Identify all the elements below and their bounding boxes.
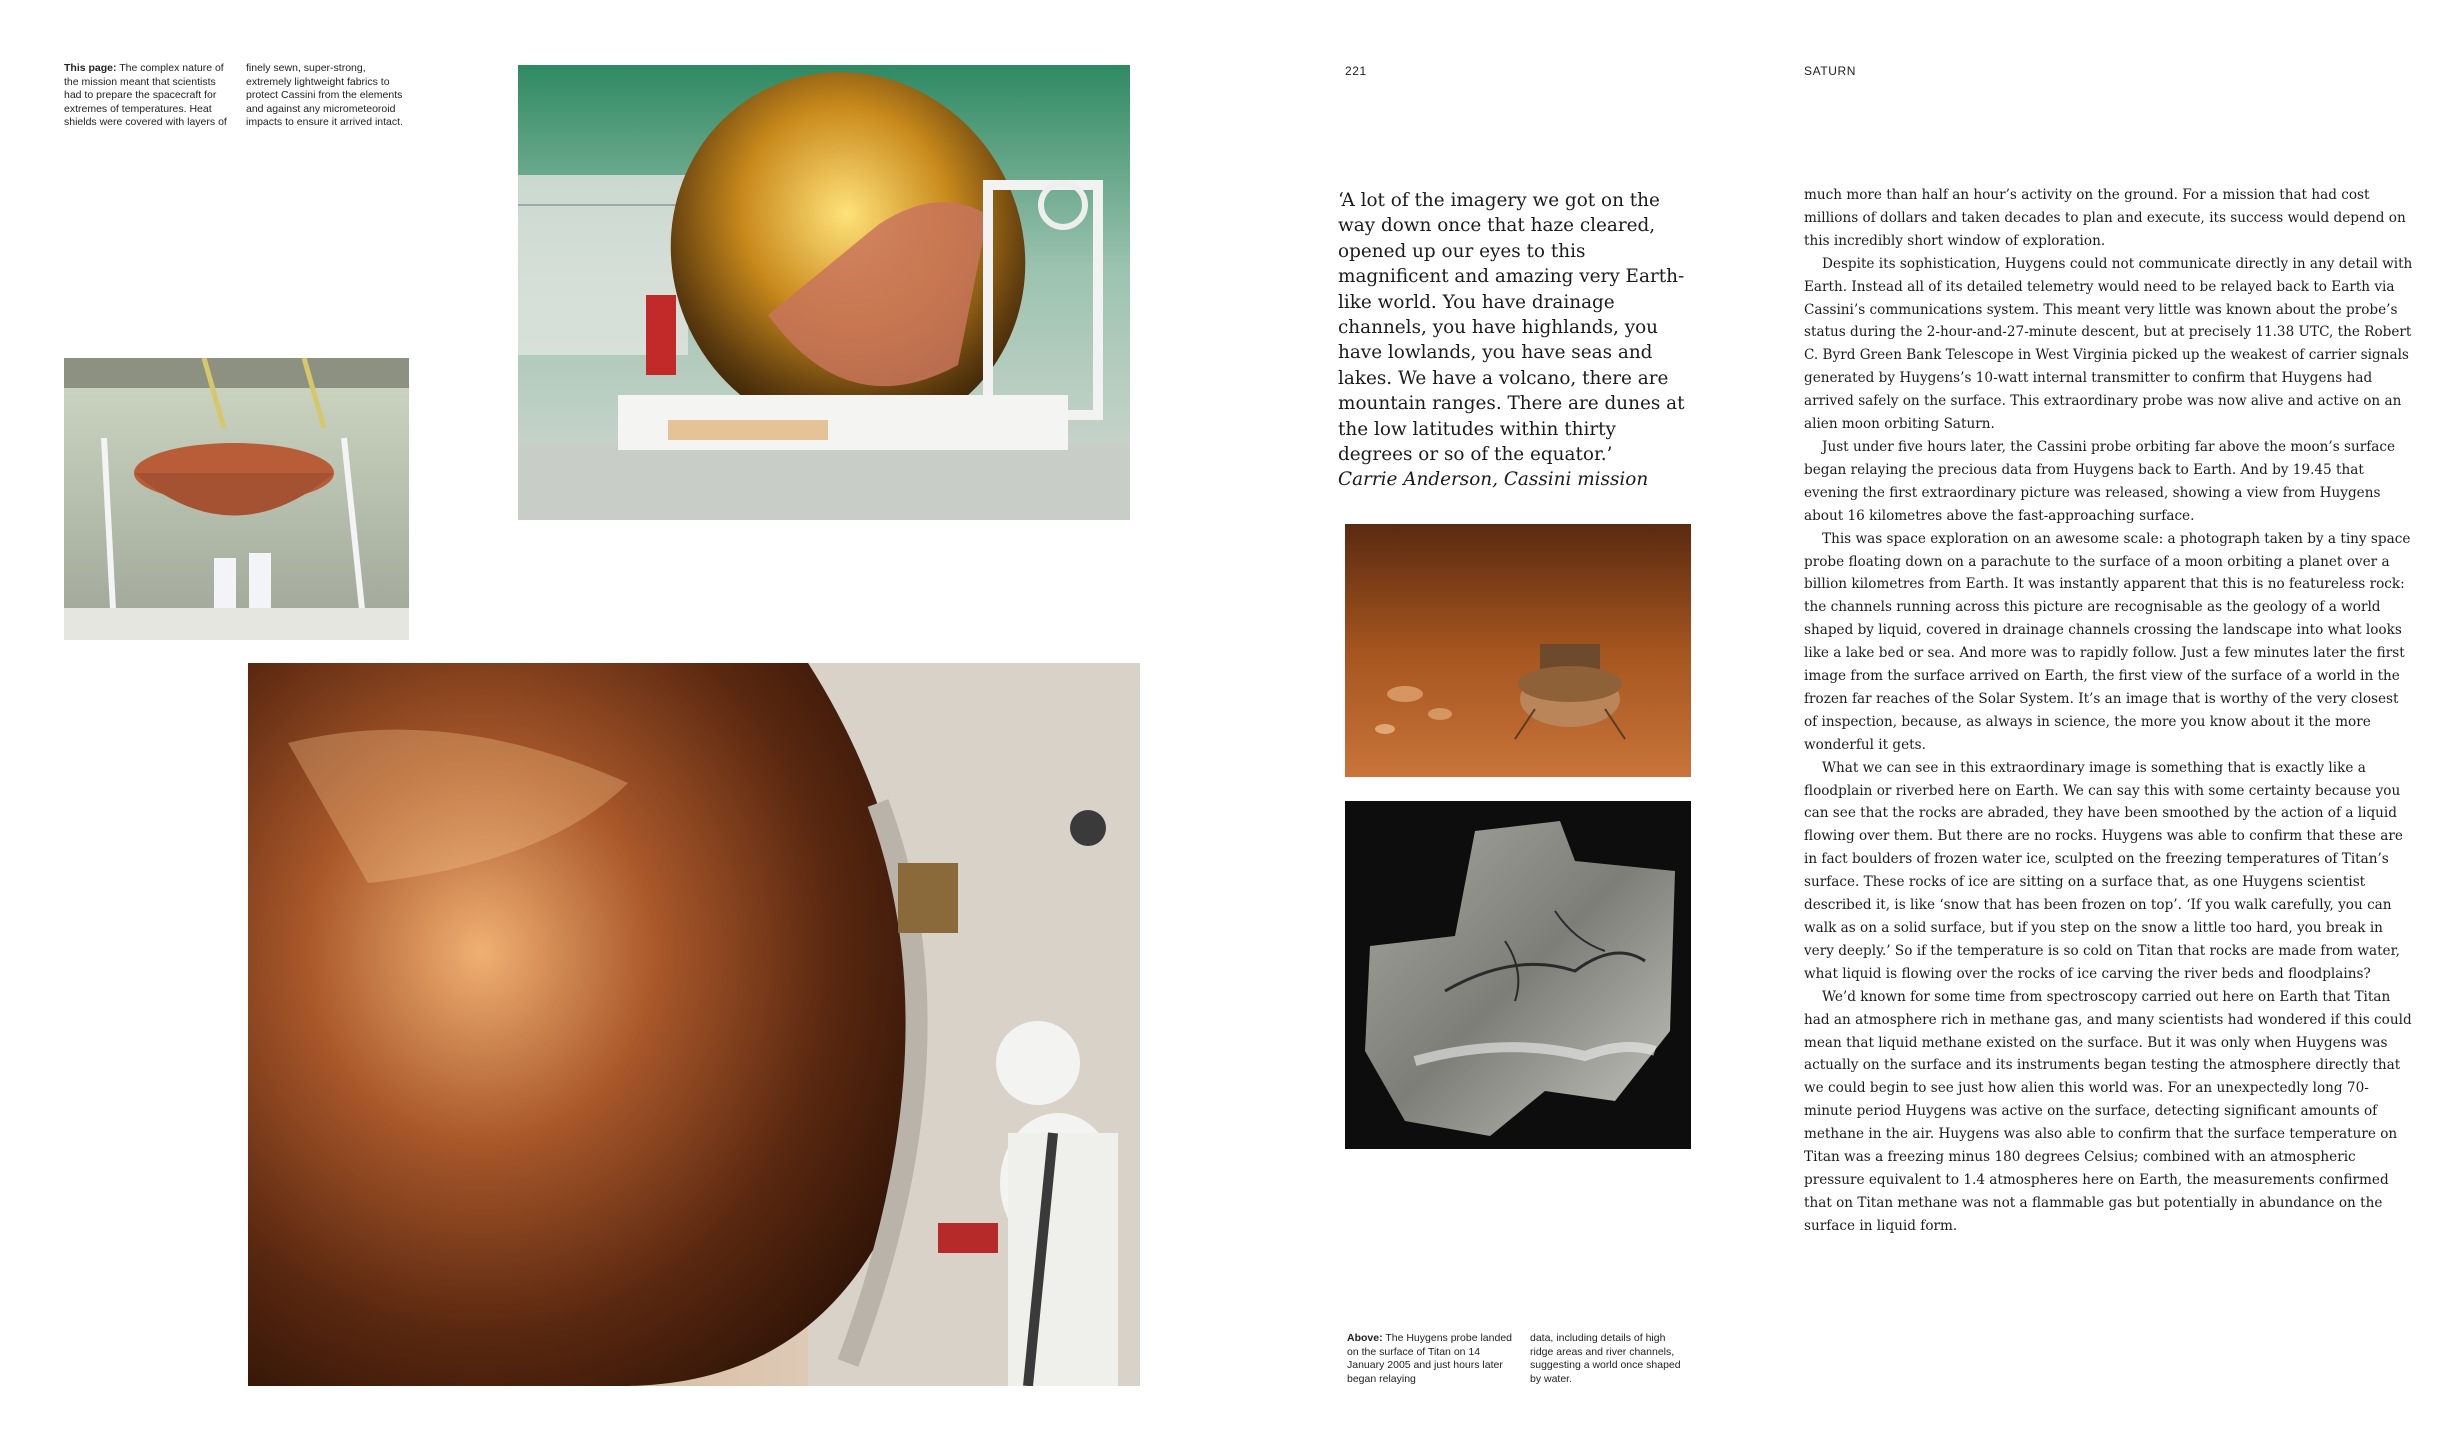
body-paragraph: Despite its sophistication, Huygens could not communicate directly in any detail with Earth. Instead all of its detailed telemetry would need to be relayed back to Earth via Cassini’s communications system. This meant very little was known about the probe’s status during the 2-hour-and-27-minute descent, but at precisely 11.38 UTC, the Robert C. Byrd Green Bank Telescope in West Virginia picked up the weakest of carrier signals generated by Huygens’s 10-watt internal transmitter to confirm that Huygens had arrived safely on the surface. This extraordinary probe was now alive and active on an alien moon orbiting Saturn. [1804, 255, 2413, 433]
body-paragraph: We’d known for some time from spectroscopy carried out here on Earth that Titan had an atmosphere rich in methane gas, and many scientists had wondered if this could mean that liquid methane existed on the surface. But it was only when Huygens was actually on the surface and its instruments began testing the atmosphere directly that we could begin to see just how alien this world was. For an unexpectedly long 70-minute period Huygens was active on the surface, detecting significant amounts of methane in the air. Huygens was also able to confirm that the surface temperature on Titan was a freezing minus 180 degrees Celsius; combined with an atmospheric pressure equivalent to 1.4 atmospheres here on Earth, the measurements confirmed that on Titan methane was not a flammable gas but potentially in abundance on the surface in liquid form. [1804, 988, 2412, 1234]
left-caption-col1 [64, 62, 234, 130]
left-caption-lead: This page: [64, 62, 117, 74]
body-paragraph: What we can see in this extraordinary image is something that is exactly like a floodplain or riverbed here on Earth. We can say this with some certainty because you can see that the rocks are abraded, they have been smoothed by the action of a liquid flowing over them. But there are no rocks. Huygens was able to confirm that these are in fact boulders of frozen water ice, sculpted on the freezing temperatures of Titan’s surface. These rocks of ice are sitting on a surface that, as one Huygens scientist described it, is like ‘snow that has been frozen on top’. ‘If you walk carefully, you can walk as on a solid surface, but if you step on the snow a little too hard, you break in very deeply.’ So if the temperature is so cold on Titan that rocks are made from water, what liquid is flowing over the rocks of ice carving the river beds and floodplains? [1804, 759, 2403, 982]
copper-foil-technician-photo [248, 663, 1140, 1386]
heat-shield-gold-foil-photo [518, 65, 1130, 520]
right-caption-text-1: The Huygens probe landed on the surface of Titan on 14 January 2005 and just hours later began relaying [1347, 1332, 1512, 1385]
pull-quote [1338, 188, 1690, 493]
left-caption-text-2: finely sewn, super-strong, extremely lightweight fabrics to protect Cassini from the elements and against any micrometeoroid impacts to ensure it arrived intact. [246, 62, 403, 129]
left-caption-col2 [246, 62, 408, 130]
huygens-on-titan-photo [1345, 524, 1691, 777]
body-paragraph: This was space exploration on an awesome scale: a photograph taken by a tiny space probe floating down on a parachute to the surface of a moon orbiting a planet over a billion kilometres from Earth. It was instantly apparent that this is no featureless rock: the channels running across this picture are recognisable as the geology of a world shaped by liquid, covered in drainage channels crossing the landscape into what looks like a lake bed or sea. And more was to rapidly follow. Just a few minutes later the first image from the surface arrived on Earth, the first view of the surface of a world in the frozen far reaches of the Solar System. It’s an image that is worthy of the very closest of inspection, because, as always in science, the more you know about it the more wonderful it gets. [1804, 530, 2411, 753]
right-caption-text-2: data, including details of high ridge areas and river channels, suggesting a world once shaped by water. [1530, 1332, 1681, 1385]
pull-quote-text: ‘A lot of the imagery we got on the way down once that haze cleared, opened up our eyes to this magnificent and amazing very Earth-like world. You have drainage channels, you have highlands, you have lowlands, you have seas and lakes. We have a volcano, there are mountain ranges. There are dunes at the low latitudes within thirty degrees or so of the equator.’ [1338, 190, 1685, 466]
right-caption-col1 [1347, 1332, 1517, 1386]
right-caption-col2 [1530, 1332, 1690, 1386]
right-caption-lead: Above: [1347, 1332, 1383, 1344]
heat-shield-cleanroom-photo [64, 358, 409, 640]
left-caption-text-1: The complex nature of the mission meant that scientists had to prepare the spacecraft for extremes of temperatures. Heat shields were covered with layers of [64, 62, 227, 129]
pull-quote-attribution: Carrie Anderson, Cassini mission [1338, 469, 1649, 491]
page-number: 221 [1345, 64, 1367, 78]
titan-river-channels-mosaic-photo [1345, 801, 1691, 1149]
body-paragraph: much more than half an hour’s activity on the ground. For a mission that had cost millions of dollars and taken decades to plan and execute, its success would depend on this incredibly short window of exploration. [1804, 187, 2406, 249]
body-text-column [1804, 184, 2416, 1238]
section-title: SATURN [1804, 64, 1857, 78]
body-paragraph: Just under five hours later, the Cassini probe orbiting far above the moon’s surface began relaying the precious data from Huygens back to Earth. And by 19.45 that evening the first extraordinary picture was released, showing a view from Huygens about 16 kilometres above the fast-approaching surface. [1804, 438, 2396, 524]
